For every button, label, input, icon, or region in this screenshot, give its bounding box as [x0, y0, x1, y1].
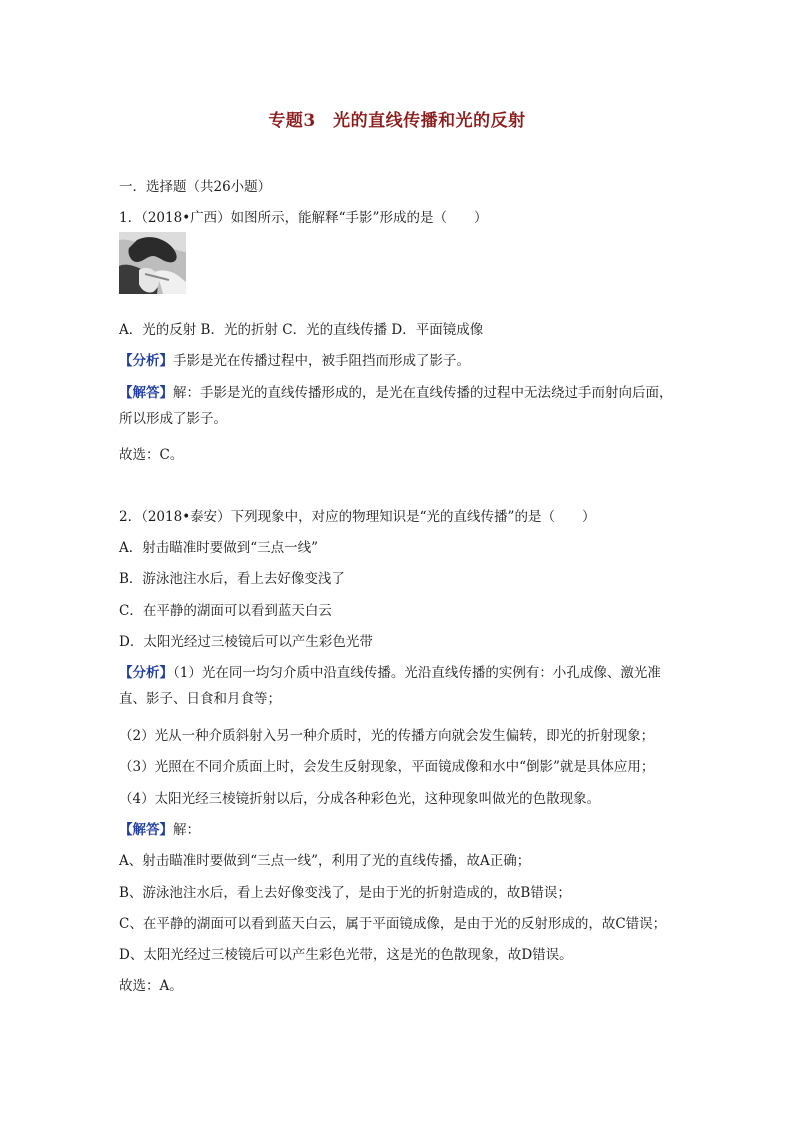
q2-option-a: A．射击瞄准时要做到“三点一线” — [119, 540, 319, 556]
q2-answer-d: D、太阳光经过三棱镜后可以产生彩色光带，这是光的色散现象，故D错误。 — [119, 947, 573, 963]
q2-stem: 2．（2018•泰安）下列现象中，对应的物理知识是“光的直线传播”的是（ ） — [119, 509, 596, 525]
q2-option-c: C．在平静的湖面可以看到蓝天白云 — [119, 603, 332, 619]
q2-analysis-1 — [119, 660, 679, 712]
q1-answer-text: 解：手影是光的直线传播形成的，是光在直线传播的过程中无法绕过手而射向后面，所以形成了影子。 — [119, 385, 673, 427]
q2-answer-heading — [119, 821, 200, 839]
section-heading: 一．选择题（共26小题） — [119, 179, 272, 195]
q1-analysis — [119, 352, 470, 370]
q1-answer-tag: 【解答】 — [119, 385, 173, 401]
q2-analysis-4: （4）太阳光经三棱镜折射以后，分成各种彩色光，这种现象叫做光的色散现象。 — [119, 791, 601, 807]
q2-choice: 故选：A。 — [119, 978, 183, 994]
q2-answer-intro: 解： — [173, 822, 200, 838]
q2-answer-a: A、射击瞄准时要做到“三点一线”，利用了光的直线传播，故A正确； — [119, 853, 531, 869]
q2-answer-tag: 【解答】 — [119, 822, 173, 838]
q1-analysis-text: 手影是光在传播过程中，被手阻挡而形成了影子。 — [173, 353, 470, 369]
q2-option-d: D．太阳光经过三棱镜后可以产生彩色光带 — [119, 634, 373, 650]
q1-stem: 1．（2018•广西）如图所示，能解释“手影”形成的是（ ） — [119, 210, 488, 226]
q1-options: A．光的反射 B．光的折射 C．光的直线传播 D．平面镜成像 — [119, 322, 484, 338]
q2-analysis-2: （2）光从一种介质斜射入另一种介质时，光的传播方向就会发生偏转，即光的折射现象； — [119, 728, 655, 744]
q2-analysis-3: （3）光照在不同介质面上时，会发生反射现象，平面镜成像和水中“倒影”就是具体应用； — [119, 759, 655, 775]
q2-option-b: B．游泳池注水后，看上去好像变浅了 — [119, 571, 345, 587]
q2-analysis-text-1: （1）光在同一均匀介质中沿直线传播。光沿直线传播的实例有：小孔成像、激光准直、影子、日食和月食等； — [119, 665, 661, 707]
q2-answer-c: C、在平静的湖面可以看到蓝天白云，属于平面镜成像，是由于光的反射形成的，故C错误； — [119, 916, 667, 932]
q2-answer-b: B、游泳池注水后，看上去好像变浅了，是由于光的折射造成的，故B错误； — [119, 885, 571, 901]
q1-answer — [119, 380, 679, 432]
page-title: 专题3 光的直线传播和光的反射 — [268, 111, 526, 131]
q1-analysis-tag: 【分析】 — [119, 353, 173, 369]
hand-shadow-image-icon — [119, 232, 186, 294]
q1-choice: 故选：C。 — [119, 447, 184, 463]
hand-shadow-photo — [119, 232, 186, 294]
q2-analysis-tag: 【分析】 — [119, 665, 173, 681]
